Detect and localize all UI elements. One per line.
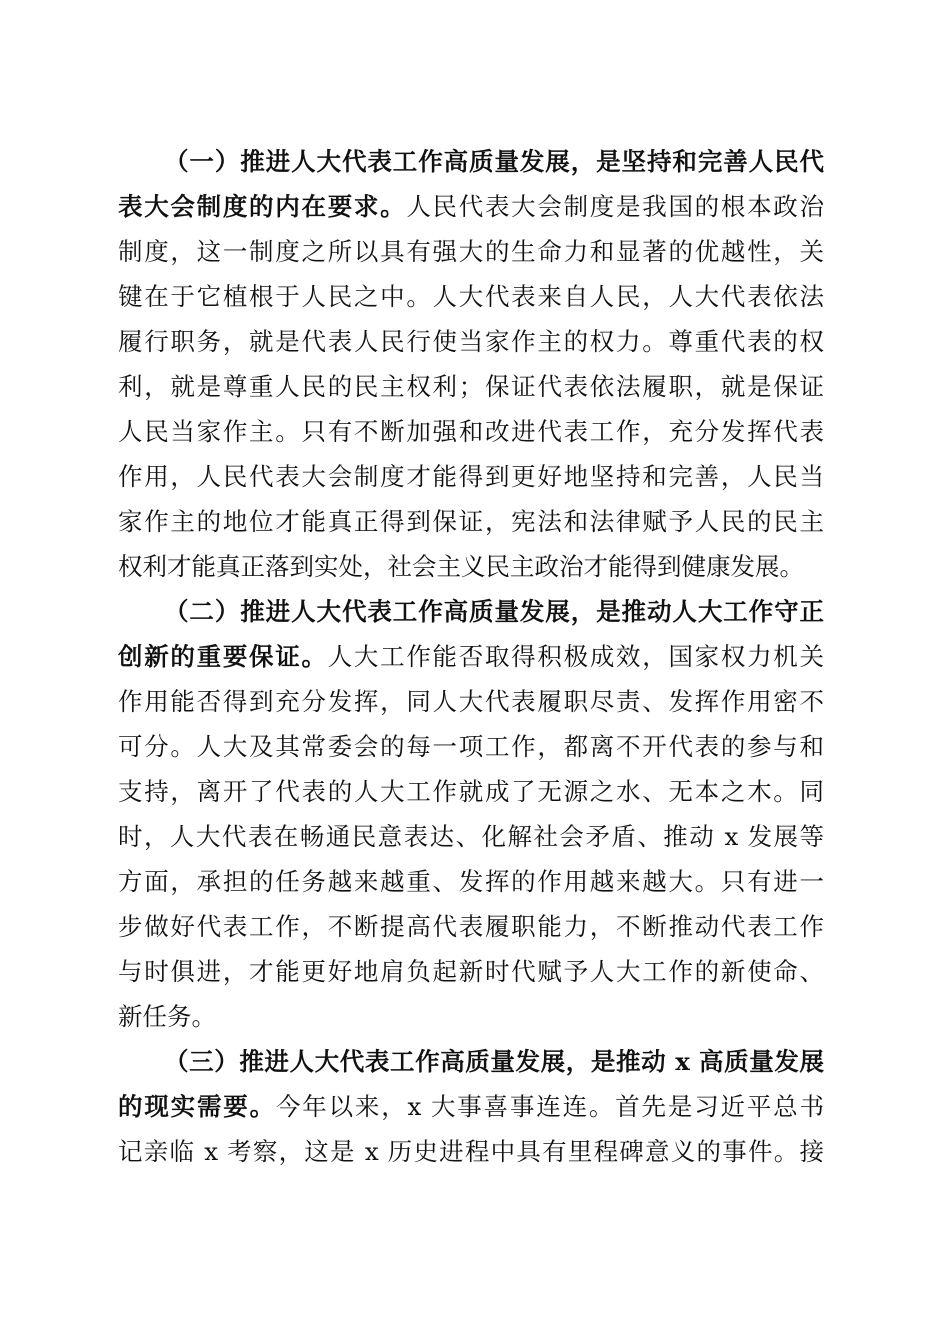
paragraph-1-heading-tail: 表大会制度的内在要求。: [118, 192, 407, 221]
paragraph-2-line-9: 新任务。: [118, 1002, 216, 1031]
paragraph-2-heading-tail: 创新的重要保证。: [118, 642, 328, 671]
paragraph-2-line-4: 支持，离开了代表的人大工作就成了无源之水、无本之木。同: [118, 777, 824, 806]
paragraph-3-line-2: 记亲临 x 考察，这是 x 历史进程中具有里程碑意义的事件。接: [118, 1137, 824, 1166]
paragraph-1-line-4: 履行职务，就是代表人民行使当家作主的权力。尊重代表的权: [118, 327, 824, 356]
paragraph-2-line-8: 与时俱进，才能更好地肩负起新时代赋予人大工作的新使命、: [118, 957, 824, 986]
paragraph-1-line-6: 人民当家作主。只有不断加强和改进代表工作，充分发挥代表: [118, 417, 824, 446]
paragraph-1-text: 人民代表大会制度是我国的根本政治: [406, 192, 824, 221]
paragraph-1-line-1: [118, 187, 824, 227]
paragraph-1-line-7: 作用，人民代表大会制度才能得到更好地坚持和完善，人民当: [118, 462, 824, 491]
paragraph-3-heading-tail: 的现实需要。: [118, 1092, 276, 1121]
paragraph-2-line-2: 作用能否得到充分发挥，同人大代表履职尽责、发挥作用密不: [118, 687, 824, 716]
paragraph-3-text: 今年以来，x 大事喜事连连。首先是习近平总书: [275, 1092, 824, 1121]
paragraph-1-line-9: 权利才能真正落到实处，社会主义民主政治才能得到健康发展。: [118, 552, 804, 581]
paragraph-2-line-5: 时，人大代表在畅通民意表达、化解社会矛盾、推动 x 发展等: [118, 822, 824, 851]
paragraph-2-line-1: [118, 637, 824, 677]
paragraph-2-line-7: 步做好代表工作，不断提高代表履职能力，不断推动代表工作: [118, 912, 824, 941]
paragraph-1-line-8: 家作主的地位才能真正得到保证，宪法和法律赋予人民的民主: [118, 507, 824, 536]
paragraph-2-line-3: 可分。人大及其常委会的每一项工作，都离不开代表的参与和: [118, 732, 824, 761]
paragraph-2-text: 人大工作能否取得积极成效，国家权力机关: [327, 642, 825, 671]
paragraph-3-line-1: [118, 1087, 824, 1127]
paragraph-2-heading: （二）推进人大代表工作高质量发展，是推动人大工作守正: [164, 597, 824, 626]
paragraph-1-heading: （一）推进人大代表工作高质量发展，是坚持和完善人民代: [164, 147, 824, 176]
paragraph-2-line-6: 方面，承担的任务越来越重、发挥的作用越来越大。只有进一: [118, 867, 824, 896]
paragraph-1-line-3: 键在于它植根于人民之中。人大代表来自人民，人大代表依法: [118, 282, 824, 311]
paragraph-1-line-5: 利，就是尊重人民的民主权利；保证代表依法履职，就是保证: [118, 372, 824, 401]
paragraph-3-heading: （三）推进人大代表工作高质量发展，是推动 x 高质量发展: [164, 1047, 824, 1076]
paragraph-1-line-2: 制度，这一制度之所以具有强大的生命力和显著的优越性，关: [118, 237, 824, 266]
